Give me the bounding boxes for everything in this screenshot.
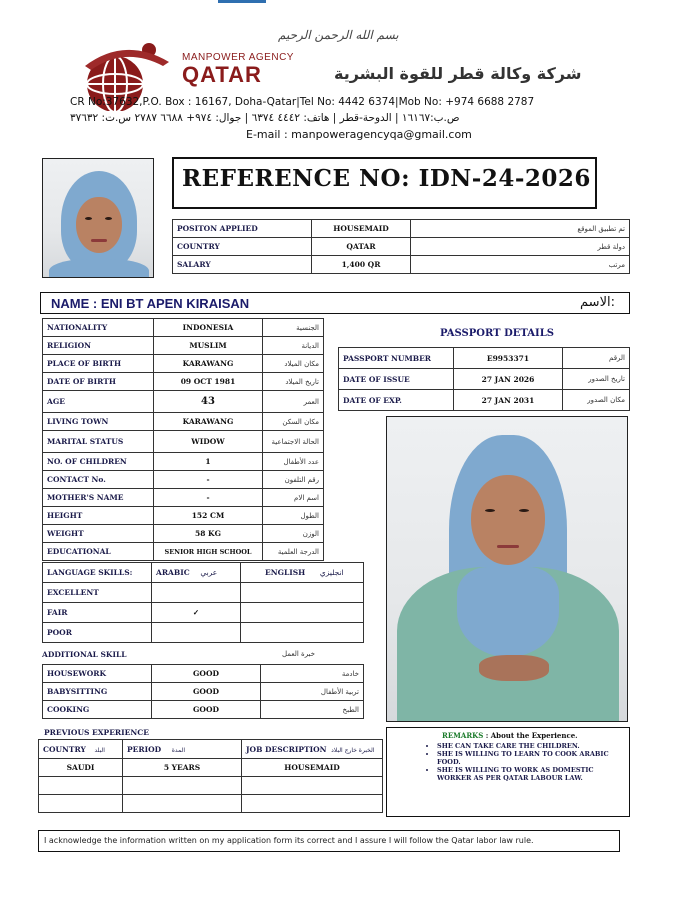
personal-ar: رقم التلفون bbox=[263, 471, 324, 489]
arabic-fair-check: ✓ bbox=[152, 603, 241, 623]
remarks-list bbox=[387, 742, 622, 782]
position-table bbox=[172, 219, 630, 274]
personal-label: NO. OF CHILDREN bbox=[43, 453, 154, 471]
personal-ar: تاريخ الميلاد bbox=[263, 373, 324, 391]
personal-label: AGE bbox=[43, 391, 154, 413]
col-country bbox=[39, 740, 123, 759]
skill-cooking: COOKING bbox=[43, 701, 152, 719]
acknowledgement-box bbox=[38, 830, 620, 852]
agency-header bbox=[0, 18, 675, 148]
personal-value: - bbox=[154, 471, 263, 489]
personal-ar: مكان الميلاد bbox=[263, 355, 324, 373]
list-item: • SHE CAN TAKE CARE THE CHILDREN. bbox=[437, 742, 622, 750]
arabic-label-ar: عربي bbox=[200, 568, 218, 577]
arabic-poor bbox=[152, 623, 241, 643]
table-row bbox=[43, 623, 364, 643]
exp-period bbox=[123, 795, 242, 813]
personal-value: MUSLIM bbox=[154, 337, 263, 355]
agency-name-en-line2: QATAR bbox=[182, 62, 262, 87]
col-country-label: COUNTRY bbox=[43, 744, 86, 754]
table-row bbox=[43, 583, 364, 603]
agency-address-en: CR No:37632,P.O. Box : 16167, Doha-Qatar|Tel No: 4442 6374|Mob No: +974 6688 2787 bbox=[70, 96, 535, 108]
language-english-col bbox=[241, 563, 364, 583]
skill-babysitting-ar: تربية الأطفال bbox=[261, 683, 364, 701]
date-of-exp-value: 27 JAN 2031 bbox=[454, 390, 563, 411]
arabic-label: ARABIC bbox=[156, 568, 190, 577]
table-row bbox=[339, 369, 630, 390]
level-poor: POOR bbox=[43, 623, 152, 643]
personal-label: MARITAL STATUS bbox=[43, 431, 154, 453]
personal-value: 1 bbox=[154, 453, 263, 471]
personal-value: 09 OCT 1981 bbox=[154, 373, 263, 391]
personal-ar: الجنسية bbox=[263, 319, 324, 337]
english-excellent bbox=[241, 583, 364, 603]
english-label-ar: انجليزي bbox=[319, 568, 344, 577]
exp-job: HOUSEMAID bbox=[242, 759, 383, 777]
personal-value: 43 bbox=[154, 391, 263, 413]
personal-ar: اسم الام bbox=[263, 489, 324, 507]
personal-value: 58 KG bbox=[154, 525, 263, 543]
personal-value: SENIOR HIGH SCHOOL bbox=[154, 543, 263, 561]
table-row bbox=[43, 507, 324, 525]
personal-value: 152 CM bbox=[154, 507, 263, 525]
previous-experience-title: PREVIOUS EXPERIENCE bbox=[44, 728, 149, 737]
personal-label: PLACE OF BIRTH bbox=[43, 355, 154, 373]
personal-value: - bbox=[154, 489, 263, 507]
personal-ar: الدرجة العلمية bbox=[263, 543, 324, 561]
table-row bbox=[43, 391, 324, 413]
exp-country bbox=[39, 795, 123, 813]
table-row bbox=[339, 348, 630, 369]
exp-country bbox=[39, 777, 123, 795]
table-row bbox=[43, 319, 324, 337]
name-bar bbox=[40, 292, 630, 314]
passport-number-label: PASSPORT NUMBER bbox=[339, 348, 454, 369]
table-row bbox=[39, 777, 383, 795]
exp-job bbox=[242, 795, 383, 813]
personal-details-table bbox=[42, 318, 324, 561]
personal-label: CONTACT No. bbox=[43, 471, 154, 489]
additional-skill-table bbox=[42, 664, 364, 719]
date-of-issue-value: 27 JAN 2026 bbox=[454, 369, 563, 390]
passport-table bbox=[338, 347, 630, 411]
personal-label: RELIGION bbox=[43, 337, 154, 355]
additional-skill-title-ar: خبرة العمل bbox=[282, 650, 315, 658]
table-row bbox=[43, 701, 364, 719]
table-row bbox=[43, 563, 364, 583]
personal-label: MOTHER'S NAME bbox=[43, 489, 154, 507]
table-row bbox=[39, 795, 383, 813]
english-fair bbox=[241, 603, 364, 623]
skill-babysitting-value: GOOD bbox=[152, 683, 261, 701]
personal-value: KARAWANG bbox=[154, 355, 263, 373]
remarks-title: REMARKS bbox=[442, 731, 484, 740]
additional-skill-title: ADDITIONAL SKILL bbox=[42, 650, 127, 659]
personal-label: DATE OF BIRTH bbox=[43, 373, 154, 391]
remarks-box bbox=[386, 727, 630, 817]
personal-value: KARAWANG bbox=[154, 413, 263, 431]
table-row bbox=[43, 373, 324, 391]
agency-email: E-mail : manpoweragencyqa@gmail.com bbox=[246, 128, 472, 141]
bismillah-calligraphy: بسم الله الرحمن الرحيم bbox=[278, 28, 399, 42]
table-row bbox=[43, 453, 324, 471]
table-row bbox=[43, 355, 324, 373]
table-row bbox=[43, 525, 324, 543]
table-row bbox=[173, 238, 630, 256]
table-row bbox=[173, 220, 630, 238]
table-row bbox=[173, 256, 630, 274]
personal-ar: الديانة bbox=[263, 337, 324, 355]
skill-cooking-ar: الطبخ bbox=[261, 701, 364, 719]
language-arabic-col bbox=[152, 563, 241, 583]
country-label: COUNTRY bbox=[173, 238, 312, 256]
table-row bbox=[339, 390, 630, 411]
salary-label: SALARY bbox=[173, 256, 312, 274]
col-period-label-ar: المدة bbox=[171, 746, 186, 754]
table-row bbox=[43, 413, 324, 431]
remarks-subtitle: : About the Experience. bbox=[485, 731, 578, 740]
table-row bbox=[43, 683, 364, 701]
english-label: ENGLISH bbox=[265, 568, 306, 577]
applicant-photo-full bbox=[386, 416, 628, 722]
personal-label: WEIGHT bbox=[43, 525, 154, 543]
country-label-ar: دولة قطر bbox=[411, 238, 630, 256]
personal-ar: الحالة الاجتماعية bbox=[263, 431, 324, 453]
experience-table bbox=[38, 739, 383, 813]
english-poor bbox=[241, 623, 364, 643]
personal-ar: الوزن bbox=[263, 525, 324, 543]
passport-number-value: E9953371 bbox=[454, 348, 563, 369]
list-item: • SHE IS WILLING TO WORK AS DOMESTIC WORKER AS PER QATAR LABOUR LAW. bbox=[437, 766, 622, 782]
table-row bbox=[39, 740, 383, 759]
col-period bbox=[123, 740, 242, 759]
exp-period bbox=[123, 777, 242, 795]
personal-ar: مكان السكن bbox=[263, 413, 324, 431]
reference-box bbox=[172, 157, 597, 209]
table-row bbox=[43, 471, 324, 489]
applicant-photo-small bbox=[42, 158, 154, 278]
passport-number-label-ar: الرقم bbox=[563, 348, 630, 369]
date-of-issue-label: DATE OF ISSUE bbox=[339, 369, 454, 390]
salary-label-ar: مرتب bbox=[411, 256, 630, 274]
top-accent-bar bbox=[218, 0, 266, 3]
skill-cooking-value: GOOD bbox=[152, 701, 261, 719]
col-job bbox=[242, 740, 383, 759]
personal-ar: العمر bbox=[263, 391, 324, 413]
table-row bbox=[43, 337, 324, 355]
salary-value: 1,400 QR bbox=[312, 256, 411, 274]
table-row bbox=[39, 759, 383, 777]
name-label-ar: الاسم: bbox=[580, 295, 615, 310]
remarks-header bbox=[442, 731, 578, 740]
col-job-label: JOB DESCRIPTION bbox=[246, 744, 327, 754]
applicant-name: NAME : ENI BT APEN KIRAISAN bbox=[51, 296, 250, 311]
table-row bbox=[43, 665, 364, 683]
list-item: • SHE IS WILLING TO LEARN TO COOK ARABIC FOOD. bbox=[437, 750, 622, 766]
position-value: HOUSEMAID bbox=[312, 220, 411, 238]
exp-period: 5 YEARS bbox=[123, 759, 242, 777]
col-job-label-ar: الخبرة خارج البلاد bbox=[331, 746, 375, 754]
col-country-label-ar: البلد bbox=[94, 746, 105, 754]
personal-label: NATIONALITY bbox=[43, 319, 154, 337]
personal-value: INDONESIA bbox=[154, 319, 263, 337]
personal-label: LIVING TOWN bbox=[43, 413, 154, 431]
country-value: QATAR bbox=[312, 238, 411, 256]
level-fair: FAIR bbox=[43, 603, 152, 623]
personal-ar: عدد الأطفال bbox=[263, 453, 324, 471]
date-of-issue-label-ar: تاريخ الصدور bbox=[563, 369, 630, 390]
arabic-excellent bbox=[152, 583, 241, 603]
personal-ar: الطول bbox=[263, 507, 324, 525]
table-row bbox=[43, 431, 324, 453]
language-header: LANGUAGE SKILLS: bbox=[43, 563, 152, 583]
position-label: POSITON APPLIED bbox=[173, 220, 312, 238]
skill-housework-ar: خادمة bbox=[261, 665, 364, 683]
agency-name-en-line1: MANPOWER AGENCY bbox=[182, 52, 294, 63]
skill-babysitting: BABYSITTING bbox=[43, 683, 152, 701]
table-row bbox=[43, 489, 324, 507]
personal-label: HEIGHT bbox=[43, 507, 154, 525]
exp-country: SAUDI bbox=[39, 759, 123, 777]
personal-value: WIDOW bbox=[154, 431, 263, 453]
skill-housework-value: GOOD bbox=[152, 665, 261, 683]
agency-name-ar: شركة وكالة قطر للقوة البشرية bbox=[334, 64, 582, 83]
passport-title: PASSPORT DETAILS bbox=[440, 328, 554, 339]
language-skills-table bbox=[42, 562, 364, 643]
position-label-ar: تم تطبيق الموقع bbox=[411, 220, 630, 238]
acknowledgement-text: I acknowledge the information written on my application form its correct and I assure I will follow the Qatar labor law rule. bbox=[44, 836, 534, 845]
agency-address-ar: ص.ب:١٦١٦٧ | الدوحة-قطر | هاتف: ٤٤٤٢ ٦٣٧٤ | جوال: ٩٧٤+ ٦٦٨٨ ٢٧٨٧ س.ت: ٣٧٦٣٢ bbox=[70, 112, 460, 124]
reference-number: REFERENCE NO: IDN-24-2026 bbox=[182, 165, 591, 192]
date-of-exp-label-ar: مكان الصدور bbox=[563, 390, 630, 411]
table-row bbox=[43, 603, 364, 623]
table-row bbox=[43, 543, 324, 561]
exp-job bbox=[242, 777, 383, 795]
level-excellent: EXCELLENT bbox=[43, 583, 152, 603]
col-period-label: PERIOD bbox=[127, 744, 162, 754]
personal-label: EDUCATIONAL bbox=[43, 543, 154, 561]
skill-housework: HOUSEWORK bbox=[43, 665, 152, 683]
date-of-exp-label: DATE OF EXP. bbox=[339, 390, 454, 411]
